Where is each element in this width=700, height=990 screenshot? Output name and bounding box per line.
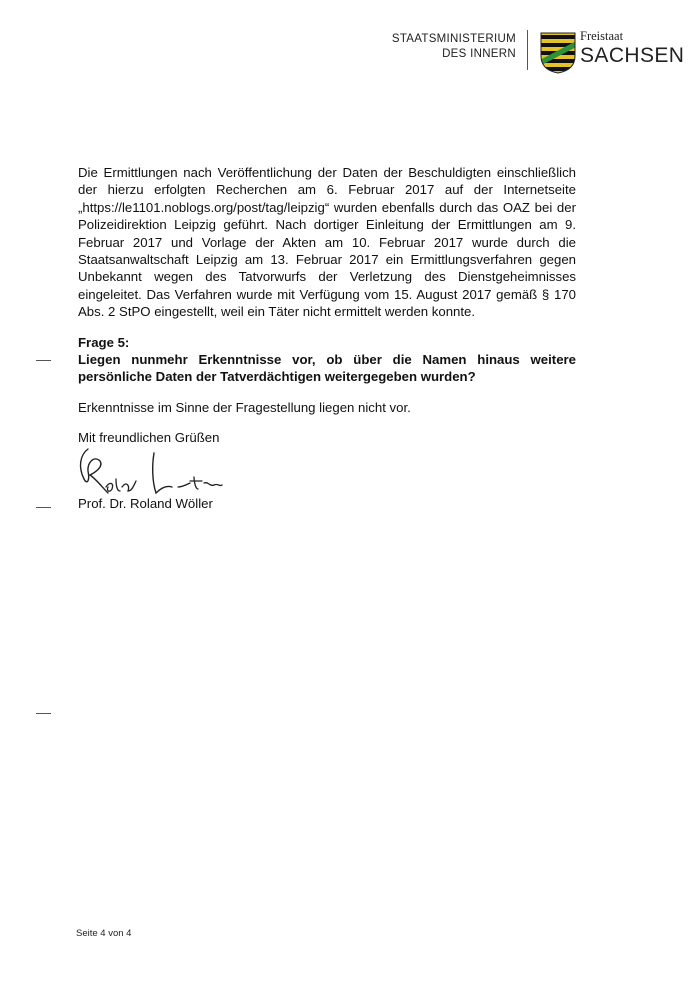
spacer	[78, 386, 576, 399]
state-line-1: Freistaat	[580, 29, 624, 43]
question-text: Liegen nunmehr Erkenntnisse vor, ob über die Namen hinaus weitere persönliche Daten der Tatverdächtigen weitergegeben wurden?	[78, 352, 576, 385]
ministry-line-2: DES INNERN	[442, 48, 516, 60]
investigation-paragraph: Die Ermittlungen nach Veröffentlichung der Daten der Beschuldigten einschließlich der hierzu erfolgten Recherchen am 6. Februar 2017 auf der Internetseite „https://le1101.noblogs.org/post/tag/leipzig“ wurden ebenfalls durch das OAZ bei der Polizeidirektion Leipzig geführt. Nach dortiger Einleitung der Ermittlungen am 9. Februar 2017 und Vorlage der Akten am 10. Februar 2017 wurde durch die Staatsanwaltschaft Leipzig am 13. Februar 2017 ein Ermittlungsverfahren gegen Unbekannt wegen des Tatvorwurfs der Verletzung des Dienstgeheimnisses eingeleitet. Das Verfahren wurde mit Verfügung vom 15. August 2017 gemäß § 170 Abs. 2 StPO eingestellt, weil ein Täter nicht ermittelt werden konnte.	[78, 165, 576, 320]
ministry-line-1: STAATSMINISTERIUM	[391, 33, 516, 45]
spacer	[78, 321, 576, 334]
fold-mark	[36, 360, 51, 361]
fold-mark	[36, 713, 51, 714]
state-name	[580, 30, 690, 66]
state-line-2: SACHSEN	[580, 43, 685, 67]
page-number: Seite 4 von 4	[76, 928, 132, 939]
ministry-name	[360, 32, 516, 62]
header-divider	[527, 30, 528, 70]
spacer	[78, 416, 576, 429]
saxony-coat-of-arms-icon	[540, 32, 576, 74]
letter-body	[78, 164, 576, 512]
answer-text: Erkenntnisse im Sinne der Fragestellung liegen nicht vor.	[78, 399, 411, 415]
fold-mark	[36, 507, 51, 508]
closing-greeting: Mit freundlichen Grüßen	[78, 430, 220, 446]
question-label: Frage 5:	[78, 334, 130, 350]
signer-name: Prof. Dr. Roland Wöller	[78, 495, 213, 511]
signature-image	[70, 441, 230, 501]
